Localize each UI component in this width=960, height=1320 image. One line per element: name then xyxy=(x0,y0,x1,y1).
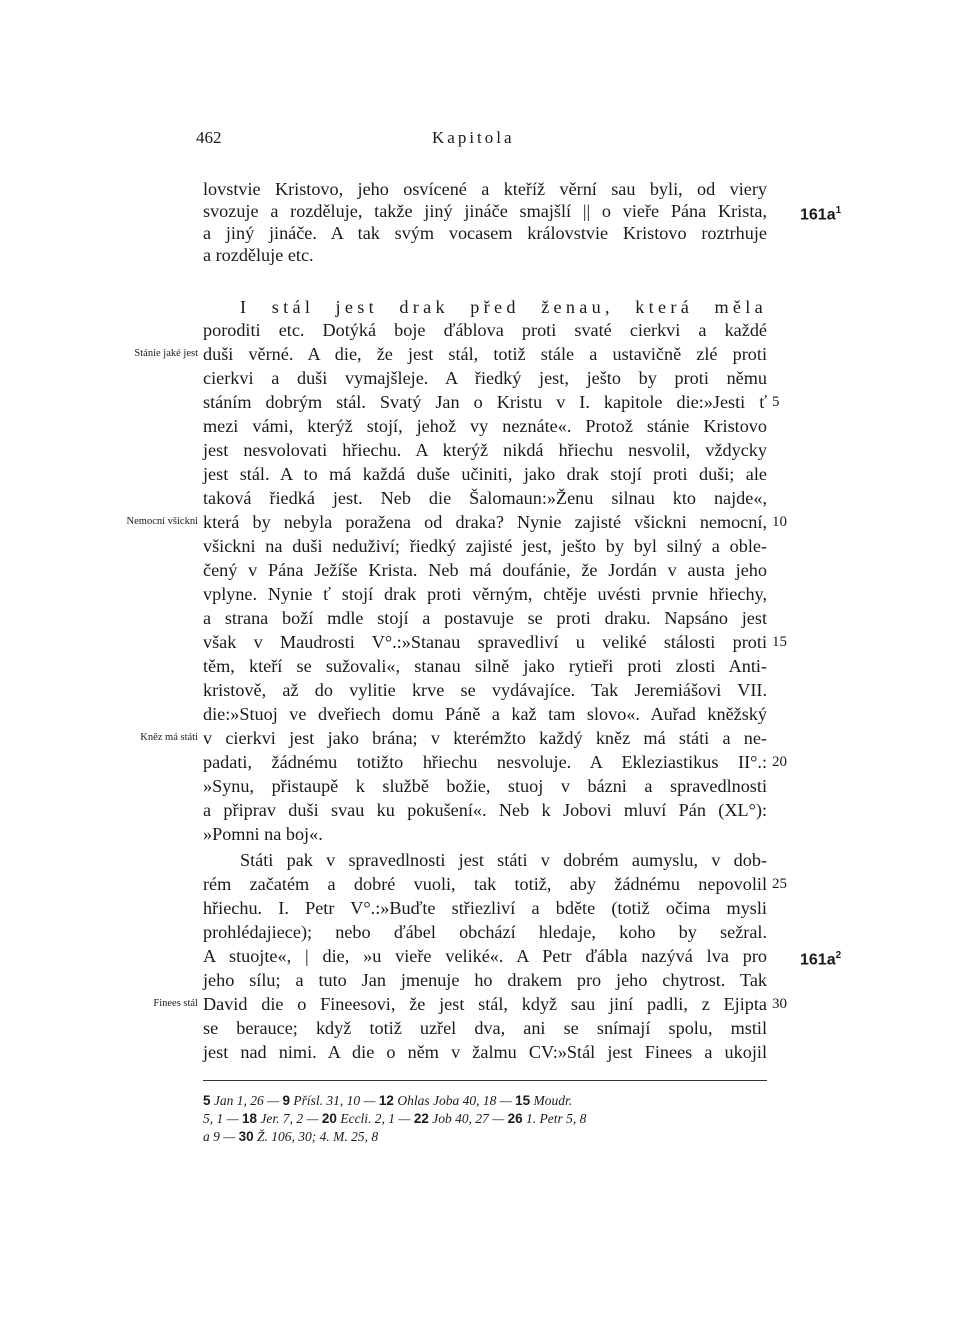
body-line: hřiechu. I. Petr V°.:»Buďte střiezliví a bděte (totiž očima mysli xyxy=(203,898,767,918)
body-line: svozuje a rozděluje, takže jiný jináče smajšlí || o vieře Pána Krista, xyxy=(203,201,767,221)
footnote-text: Přísl. 31, 10 — xyxy=(290,1093,379,1108)
folio-mark xyxy=(800,200,841,226)
margin-note: Nemocní všickni xyxy=(126,516,198,527)
line-number: 10 xyxy=(772,514,787,530)
footnote-number: 20 xyxy=(321,1111,337,1126)
body-line: v cierkvi jest jako brána; v kterémžto každý kněz má státi a ne- xyxy=(203,728,767,748)
margin-note: Kněz má státi xyxy=(140,732,198,743)
footnote-rule xyxy=(203,1080,767,1081)
margin-note: Stánie jaké jest xyxy=(134,348,198,359)
footnote-number: 22 xyxy=(413,1111,429,1126)
body-line: však v Maudrosti V°.:»Stanau spravedliví u veliké stálosti proti xyxy=(203,632,767,652)
folio-main: 161a xyxy=(800,206,836,224)
footnote-text: Ž. 106, 30; 4. M. 25, 8 xyxy=(253,1129,379,1144)
footnote-number: 5 xyxy=(203,1093,211,1108)
body-line: poroditi etc. Dotýká boje ďáblova proti svaté cierkvi a každé xyxy=(203,320,767,340)
body-line: »Synu, přistaupě k službě božie, stuoj v bázni a spravedlnosti xyxy=(203,776,767,796)
page-number: 462 xyxy=(196,128,222,147)
footnote-text: 5, 1 — xyxy=(203,1111,243,1126)
footnote-text: Moudr. xyxy=(530,1093,573,1108)
footnote-line xyxy=(203,1110,767,1128)
footnote-number: 26 xyxy=(507,1111,523,1126)
footnote-line xyxy=(203,1128,767,1146)
body-line: jest nesvolovati hřiechu. A kterýž nikdá hřiechu nesvolil, vždycky xyxy=(203,440,767,460)
body-line: a rozděluje etc. xyxy=(203,245,314,265)
folio-sup: 2 xyxy=(835,950,842,961)
running-title: Kapitola xyxy=(432,128,515,147)
body-line: všickni na duši neduživí; řiedký zajisté jest, ješto by byl silný a oble- xyxy=(203,536,767,556)
footnote-text: Jer. 7, 2 — xyxy=(257,1111,322,1126)
footnote-text: Eccli. 2, 1 — xyxy=(336,1111,414,1126)
line-number: 25 xyxy=(772,876,787,892)
body-line: těm, kteří se sužovali«, stanau silně jako rytieři proti zlosti Anti- xyxy=(203,656,767,676)
body-line: A stuojte«, | die, »u vieře veliké«. A Petr ďábla nazývá lva pro xyxy=(203,946,767,966)
body-line: jeho sílu; a tuto Jan jmenuje ho drakem pro jeho chytrost. Tak xyxy=(203,970,767,990)
body-line: kristově, až do vylitie krve se vydávajíce. Tak Jeremiášovi VII. xyxy=(203,680,767,700)
page-header xyxy=(196,128,766,156)
footnote-number: 12 xyxy=(378,1093,394,1108)
line-number: 20 xyxy=(772,754,787,770)
footnote-line xyxy=(203,1092,767,1110)
footnote-number: 15 xyxy=(515,1093,531,1108)
footnote-text: Jan 1, 26 — xyxy=(210,1093,283,1108)
body-line: prohlédajiece); nebo ďábel obchází hledaje, koho by sežral. xyxy=(203,922,767,942)
body-line: padati, žádnému totižto hřiechu nesvoluje. A Ekleziastikus II°.: xyxy=(203,752,767,772)
body-line: Státi pak v spravedlnosti jest státi v dobrém aumyslu, v dob- xyxy=(240,850,767,870)
body-line: lovstvie Kristovo, jeho osvícené a kteříž věrní sau byli, od viery xyxy=(203,179,767,199)
footnote-number: 9 xyxy=(282,1093,291,1108)
footnote-text: a 9 — xyxy=(203,1129,239,1144)
body-line: jest nad nimi. A die o něm v žalmu CV:»Stál jest Finees a ukojil xyxy=(203,1042,767,1062)
body-line: jest stál. A to má každá duše učiniti, jako drak stojí proti duši; ale xyxy=(203,464,767,484)
body-line: stáním dobrým stál. Svatý Jan o Kristu v I. kapitole die:»Jesti ť xyxy=(203,392,767,412)
section-heading-line: I stál jest drak před ženau, která měla xyxy=(240,297,767,317)
folio-main: 161a xyxy=(800,951,836,969)
body-line: die:»Stuoj ve dveřiech domu Páně a kaž tam slovo«. Auřad kněžský xyxy=(203,704,767,724)
body-line: vplyne. Nynie ť stojí drak proti věrným, chtěje uvésti prvnie hřiechy, xyxy=(203,584,767,604)
body-line: se berauce; když totiž uzřel dva, ani se snímají spolu, mstil xyxy=(203,1018,767,1038)
line-number: 30 xyxy=(772,996,787,1012)
body-line: David die o Fineesovi, že jest stál, když sau jiní padli, z Ejipta xyxy=(203,994,767,1014)
body-line: rém začatém a dobré vuoli, tak totiž, aby žádnému nepovolil xyxy=(203,874,767,894)
body-line: která by nebyla poražena od draka? Nynie zajisté všickni nemocní, xyxy=(203,512,767,532)
folio-sup: 1 xyxy=(835,205,842,216)
body-line: duši věrné. A die, že jest stál, totiž stále a ustavičně zlé proti xyxy=(203,344,767,364)
body-line: a strana boží mdle stojí a postavuje se proti draku. Napsáno jest xyxy=(203,608,767,628)
footnote-number: 30 xyxy=(238,1129,254,1144)
line-number: 15 xyxy=(772,634,787,650)
body-line: mezi vámi, kterýž stojí, jehož vy neznáte«. Protož stánie Kristovo xyxy=(203,416,767,436)
body-line: a připrav duši svau ku pokušení«. Neb k Jobovi mluví Pán (XL°): xyxy=(203,800,767,820)
footnote-text: Job 40, 27 — xyxy=(428,1111,508,1126)
body-line: »Pomni na boj«. xyxy=(203,824,323,844)
body-line: taková řiedká jest. Neb die Šalomaun:»Ženu silnau kto najde«, xyxy=(203,488,767,508)
footnote-number: 18 xyxy=(242,1111,258,1126)
folio-mark xyxy=(800,945,841,971)
footnote-text: 1. Petr 5, 8 xyxy=(522,1111,587,1126)
margin-note: Finees stál xyxy=(153,998,198,1009)
body-line: a jiný jináče. A tak svým vocasem královstvie Kristovo roztrhuje xyxy=(203,223,767,243)
body-line: cierkvi a duši vymajšleje. A řiedký jest, ješto by proti němu xyxy=(203,368,767,388)
footnote-text: Ohlas Joba 40, 18 — xyxy=(393,1093,516,1108)
body-line: čený v Pána Ježíše Krista. Neb má doufánie, že Jordán v austa jeho xyxy=(203,560,767,580)
line-number: 5 xyxy=(772,394,780,410)
